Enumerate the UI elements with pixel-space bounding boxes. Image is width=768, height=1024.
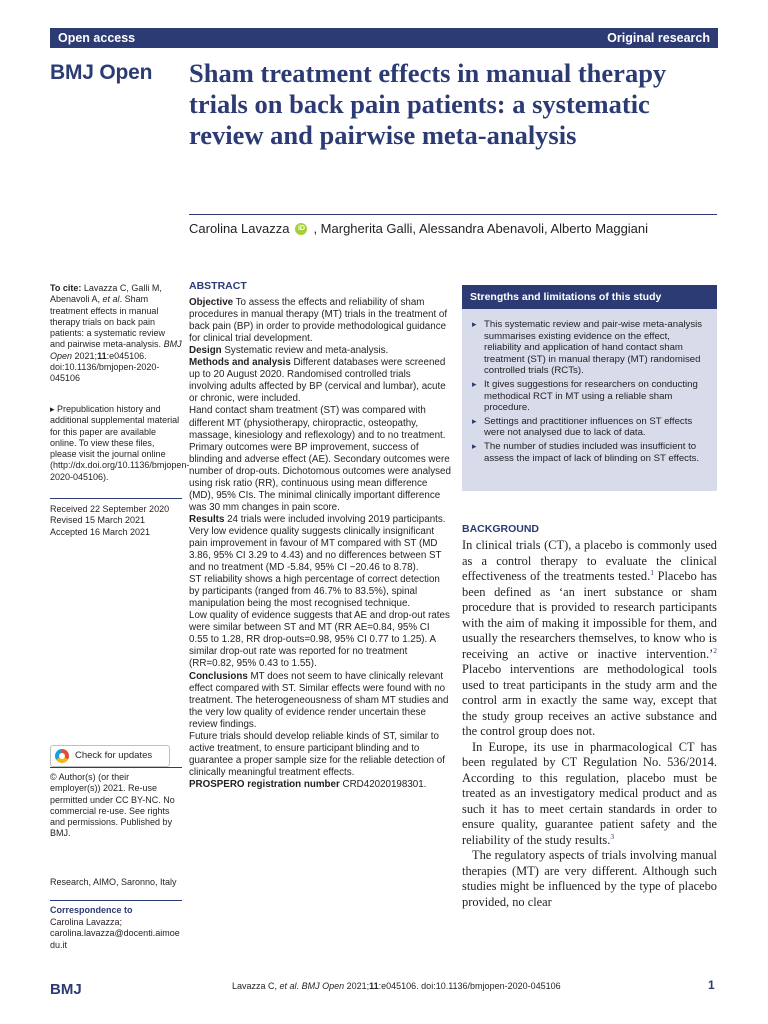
- abstract-heading: ABSTRACT: [189, 280, 247, 292]
- prepublication-text[interactable]: ▸ Prepublication history and additional supplemental material for this paper are available online. To view these files, please visit the journal online (http://dx.doi.org/10.1136/bmjopen-2020-045106).: [50, 404, 190, 482]
- list-item: ▸ Settings and practitioner influences on ST effects were not analysed due to lack of data.: [472, 416, 707, 439]
- methods-label: Methods and analysis: [189, 357, 291, 369]
- background-body: [462, 538, 717, 910]
- cite-doi[interactable]: :e045106. doi:10.1136/bmjopen-2020-045106: [50, 350, 160, 384]
- list-item: ▸ This systematic review and pair-wise meta-analysis summarises existing evidence on the effect, reliability and application of hand contact sham treatment (ST) in manual therapy (MT) randomised controlled trials (RCTs).: [472, 319, 707, 377]
- cite-journal: BMJ Open: [50, 339, 182, 361]
- dates-block: [50, 504, 182, 538]
- strengths-list: [462, 309, 717, 464]
- footer-cite-journal: BMJ Open: [301, 981, 345, 991]
- correspondence-name: Carolina Lavazza;: [50, 917, 123, 927]
- prospero-label: PROSPERO registration number: [189, 778, 340, 790]
- results-label: Results: [189, 513, 225, 525]
- footer-citation: [232, 981, 561, 991]
- background-section: [462, 523, 717, 910]
- author-first[interactable]: Carolina Lavazza: [189, 221, 290, 236]
- citation-block: [50, 283, 182, 385]
- correspondence-email[interactable]: carolina.lavazza@docenti.aimoedu.it: [50, 928, 180, 950]
- background-heading: BACKGROUND: [462, 523, 539, 535]
- paragraph-text: Placebo has been defined as ‘an inert substance or sham procedure that is provided to research participants with the aim of making it impossible for them, and usually the researchers themselves, to know who is receiving an active or inactive intervention.’: [462, 569, 718, 661]
- correspondence-block: [50, 917, 182, 951]
- footer-cite-volume: 11: [369, 981, 379, 991]
- cite-text: Lavazza C, Galli M, Abenavoli A,: [50, 283, 162, 305]
- check-updates-label: Check for updates: [75, 750, 153, 762]
- background-paragraph: The regulatory aspects of trials involving manual therapies (MT) are very different. Although such studies might be influenced by the type of placebo provided, no clear: [462, 848, 717, 909]
- reference-link[interactable]: 2: [713, 645, 717, 655]
- conclusions-text-2: Future trials should develop reliable kinds of ST, similar to active treatment, to ensure participant blinding and to guarantee a proper sample size for the reliable detection of clinically meaningful treatment effects.: [189, 730, 445, 778]
- check-for-updates-button[interactable]: [50, 745, 170, 767]
- cite-etal: et al: [102, 294, 120, 305]
- reference-link[interactable]: 3: [610, 831, 615, 841]
- title-divider: [189, 214, 717, 215]
- list-item: ▸ It gives suggestions for researchers on conducting methodical RCT in MT using a reliable sham procedure.: [472, 379, 707, 414]
- copyright-block: [50, 772, 182, 840]
- list-item: ▸ The number of studies included was insufficient to assess the impact of lack of blinding on ST effects.: [472, 441, 707, 464]
- design-text: Systematic review and meta-analysis.: [221, 345, 389, 357]
- abstract-conclusions: [189, 671, 451, 731]
- conclusions-label: Conclusions: [189, 670, 248, 682]
- article-title: Sham treatment effects in manual therapy trials on back pain patients: a systematic review and pairwise meta-analysis: [189, 58, 667, 150]
- background-paragraph: [462, 740, 717, 849]
- footer-cite-text: .: [296, 981, 302, 991]
- abstract-objective: [189, 297, 451, 345]
- author-list: [189, 221, 648, 236]
- methods-text-2: Hand contact sham treatment (ST) was compared with different MT (physiotherapy, chiropractic, osteopathy, massage, kinesiology and reflexology) and to no treatment. Primary outcomes were BP improvement, success of blinding and adverse effect (AE). Secondary outcomes were number of drop-outs. Dichotomous outcomes were analysed using risk ratio (RR), continuous using mean difference (MD), 95% CIs. The minimal clinically important difference was 30 mm changes in pain score.: [189, 405, 451, 513]
- cite-label: To cite:: [50, 283, 82, 293]
- sidebar-divider: [50, 767, 182, 768]
- strengths-heading: Strengths and limitations of this study: [462, 285, 717, 309]
- cite-text-2: . Sham treatment effects in manual therapy trials on back pain patients: a systematic review and pairwise meta-analysis.: [50, 294, 166, 350]
- strengths-limitations-box: [462, 285, 717, 491]
- results-text-3: Low quality of evidence suggests that AE and drop-out rates were similar between ST and MT (RR AE=0.84, 95% CI 0.55 to 1.28, RR drop-outs=0.98, 95% CI 0.77 to 1.25). A similar drop-out rate was reported for no treatment (RR=0.82, 95% 0.43 to 1.55).: [189, 610, 450, 670]
- sidebar-divider: [50, 498, 182, 499]
- results-text: 24 trials were included involving 2019 participants. Very low evidence quality suggests clinically insignificant pain improvement in favour of MT compared with ST (MD 3.86, 95% CI 3.29 to 4.43) and no differences between ST and no treatment (MD -5.84, 95% CI −20.46 to 8.78).: [189, 513, 446, 574]
- footer-cite-text: 2021;: [344, 981, 370, 991]
- cite-text-3: 2021;: [72, 350, 98, 361]
- orcid-icon[interactable]: iD: [295, 223, 307, 235]
- design-label: Design: [189, 345, 222, 357]
- reference-link[interactable]: 1: [650, 567, 654, 577]
- sidebar-divider: [50, 900, 182, 901]
- crossmark-icon: [55, 749, 69, 763]
- affiliation-text: Research, AIMO, Saronno, Italy: [50, 877, 177, 887]
- paragraph-text: In Europe, its use in pharmacological CT has been regulated by CT Regulation No. 536/2014. According to this regulation, placebo must be treated as an investigatory medical product and as such it has to meet certain standards in order to ensure quality, guarantee patient safety and the reliability of the study results.: [462, 739, 717, 847]
- paragraph-text: In clinical trials (CT), a placebo is commonly used as a control therapy to evaluate the clinical effectiveness of the treatments tested.: [462, 538, 717, 583]
- objective-label: Objective: [189, 297, 234, 309]
- abstract-results: [189, 514, 451, 574]
- abstract-prospero: [189, 779, 451, 791]
- objective-text: To assess the effects and reliability of sham procedures in manual therapy (MT) trials in the treatment of back pain (BP) in order to provide methodological guidance for clinical trial development.: [189, 297, 448, 345]
- page-number: 1: [708, 978, 715, 992]
- footer-cite-etal: et al: [279, 981, 297, 991]
- accepted-date: Accepted 16 March 2021: [50, 526, 151, 537]
- abstract-methods: [189, 357, 451, 405]
- abstract: [189, 280, 451, 791]
- received-date: Received 22 September 2020: [50, 504, 170, 514]
- journal-logo: BMJ Open: [50, 61, 153, 84]
- author-rest: , Margherita Galli, Alessandra Abenavoli, Alberto Maggiani: [313, 221, 649, 236]
- article-type-label: Original research: [607, 31, 710, 45]
- header-bar: [50, 28, 718, 48]
- revised-date: Revised 15 March 2021: [50, 515, 146, 526]
- conclusions-text: MT does not seem to have clinically relevant effect compared with ST. Similar effects were found with no treatment. The heterogeneousness of sham MT studies and the very low quality of evidence render uncertain these review findings.: [189, 670, 449, 730]
- open-access-label: Open access: [58, 31, 136, 45]
- results-text-2: ST reliability shows a high percentage of correct detection by participants (ranged from 46.7% to 83.5%), spinal manipulation being the most recognised technique.: [189, 574, 440, 610]
- copyright-text: © Author(s) (or their employer(s)) 2021. Re-use permitted under CC BY-NC. No commercial re-use. See rights and permissions. Published by BMJ.: [50, 772, 175, 839]
- affiliation-block: [50, 877, 182, 888]
- prospero-number: CRD42020198301.: [339, 778, 427, 790]
- footer-cite-doi[interactable]: :e045106. doi:10.1136/bmjopen-2020-045106: [378, 981, 561, 991]
- methods-text: Different databases were screened up to 20 August 2020. Randomised controlled trials involving adults affected by BP (cervical and lumbar), acute or chronic, were included.: [189, 357, 446, 405]
- bmj-logo: BMJ: [50, 981, 82, 998]
- abstract-design: [189, 345, 451, 357]
- prepublication-note: [50, 404, 190, 483]
- background-paragraph: [462, 538, 717, 740]
- footer-cite-text: Lavazza C,: [232, 981, 280, 991]
- correspondence-heading: Correspondence to: [50, 905, 133, 915]
- paragraph-text: Placebo interventions are methodological tools used to treat participants in the study arm and the control arm in exactly the same way, except that the study group receives an active substance and the control group does not.: [462, 662, 717, 738]
- cite-volume: 11: [97, 350, 107, 361]
